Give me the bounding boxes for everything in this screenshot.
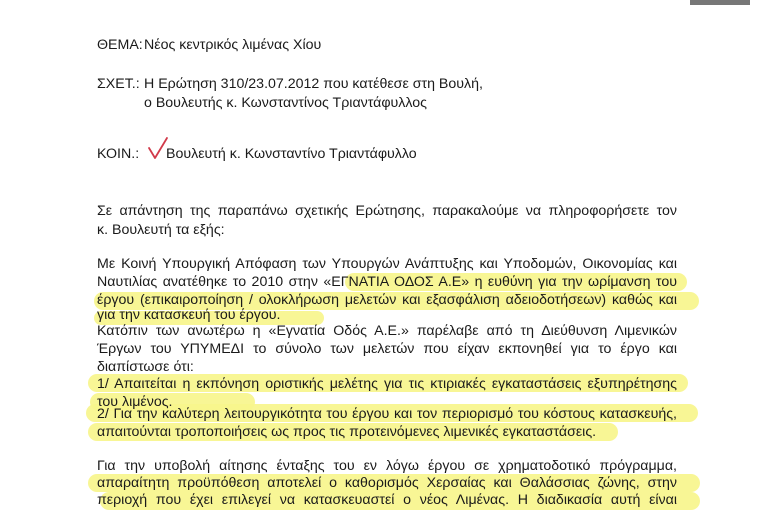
subject-text: Νέος κεντρικός λιμένας Χίου xyxy=(144,37,322,53)
subject-line xyxy=(97,36,321,54)
para3-line-3: περιοχή που έχει επιλεγεί να κατασκευαστεί ο νέος Λιμένας. Η διαδικασία αυτή είναι xyxy=(97,492,677,508)
para1-line-3: έργου (επικαιροποίηση / ολοκλήρωση μελετών και εξασφάλιση αδειοδοτήσεων) καθώς και xyxy=(97,292,677,308)
reference-label: ΣΧΕΤ.: xyxy=(97,76,140,92)
list-item-1-line-1: 1/ Απαιτείται η εκπόνηση οριστικής μελέτης για τις κτιριακές εγκαταστάσεις εξυπηρέτησης xyxy=(97,376,677,392)
para1-line-1: Με Κοινή Υπουργική Απόφαση των Υπουργών Ανάπτυξης και Υποδομών, Οικονομίας και xyxy=(97,256,677,272)
cc-label: ΚΟΙΝ.: xyxy=(97,146,140,162)
list-item-1-line-2: του λιμένος. xyxy=(97,394,173,410)
para3-line-1: Για την υποβολή αίτησης ένταξης του εν λόγω έργου σε χρηματοδοτικό πρόγραμμα, xyxy=(97,458,677,474)
cc-line xyxy=(97,145,417,163)
para2-line-1: Κατόπιν των ανωτέρω η «Εγνατία Οδός Α.Ε.» παρέλαβε από τη Διεύθυνση Λιμενικών xyxy=(97,323,677,339)
para2-line-3: διαπίστωσε ότι: xyxy=(97,359,194,375)
para1-line-4: για την κατασκευή του έργου. xyxy=(97,307,281,323)
check-mark-icon xyxy=(147,136,169,162)
reference-text-2: ο Βουλευτής κ. Κωνσταντίνος Τριαντάφυλλος xyxy=(144,95,428,111)
intro-line-2: κ. Βουλευτή τα εξής: xyxy=(97,222,225,238)
intro-line-1: Σε απάντηση της παραπάνω σχετικής Ερώτησης, παρακαλούμε να πληροφορήσετε τον xyxy=(97,203,677,219)
reference-text-1: Η Ερώτηση 310/23.07.2012 που κατέθεσε στη Βουλή, xyxy=(144,76,483,92)
subject-label: ΘΕΜΑ: xyxy=(97,37,143,53)
list-item-2-line-2: απαιτούνται τροποποιήσεις ως προς τις προτεινόμενες λιμενικές εγκαταστάσεις. xyxy=(97,424,597,440)
cc-text: Βουλευτή κ. Κωνσταντίνο Τριαντάφυλλο xyxy=(166,146,417,162)
para1-line-2: Ναυτιλίας ανατέθηκε το 2010 στην «ΕΓΝΑΤΙΑ ΟΔΟΣ Α.Ε» η ευθύνη για την ωρίμανση του xyxy=(97,274,677,290)
reference-line xyxy=(97,75,483,93)
list-item-2-line-1: 2/ Για την καλύτερη λειτουργικότητα του έργου και τον περιορισμό του κόστους κατασκευής, xyxy=(97,406,677,422)
para3-line-2: απαραίτητη προϋπόθεση αποτελεί ο καθορισμός Χερσαίας και Θαλάσσιας ζώνης, στην xyxy=(97,475,677,491)
para2-line-2: Έργων του ΥΠΥΜΕΔΙ το σύνολο των μελετών που είχαν εκπονηθεί για το έργο και xyxy=(97,341,677,357)
scan-edge-mark xyxy=(690,0,750,5)
